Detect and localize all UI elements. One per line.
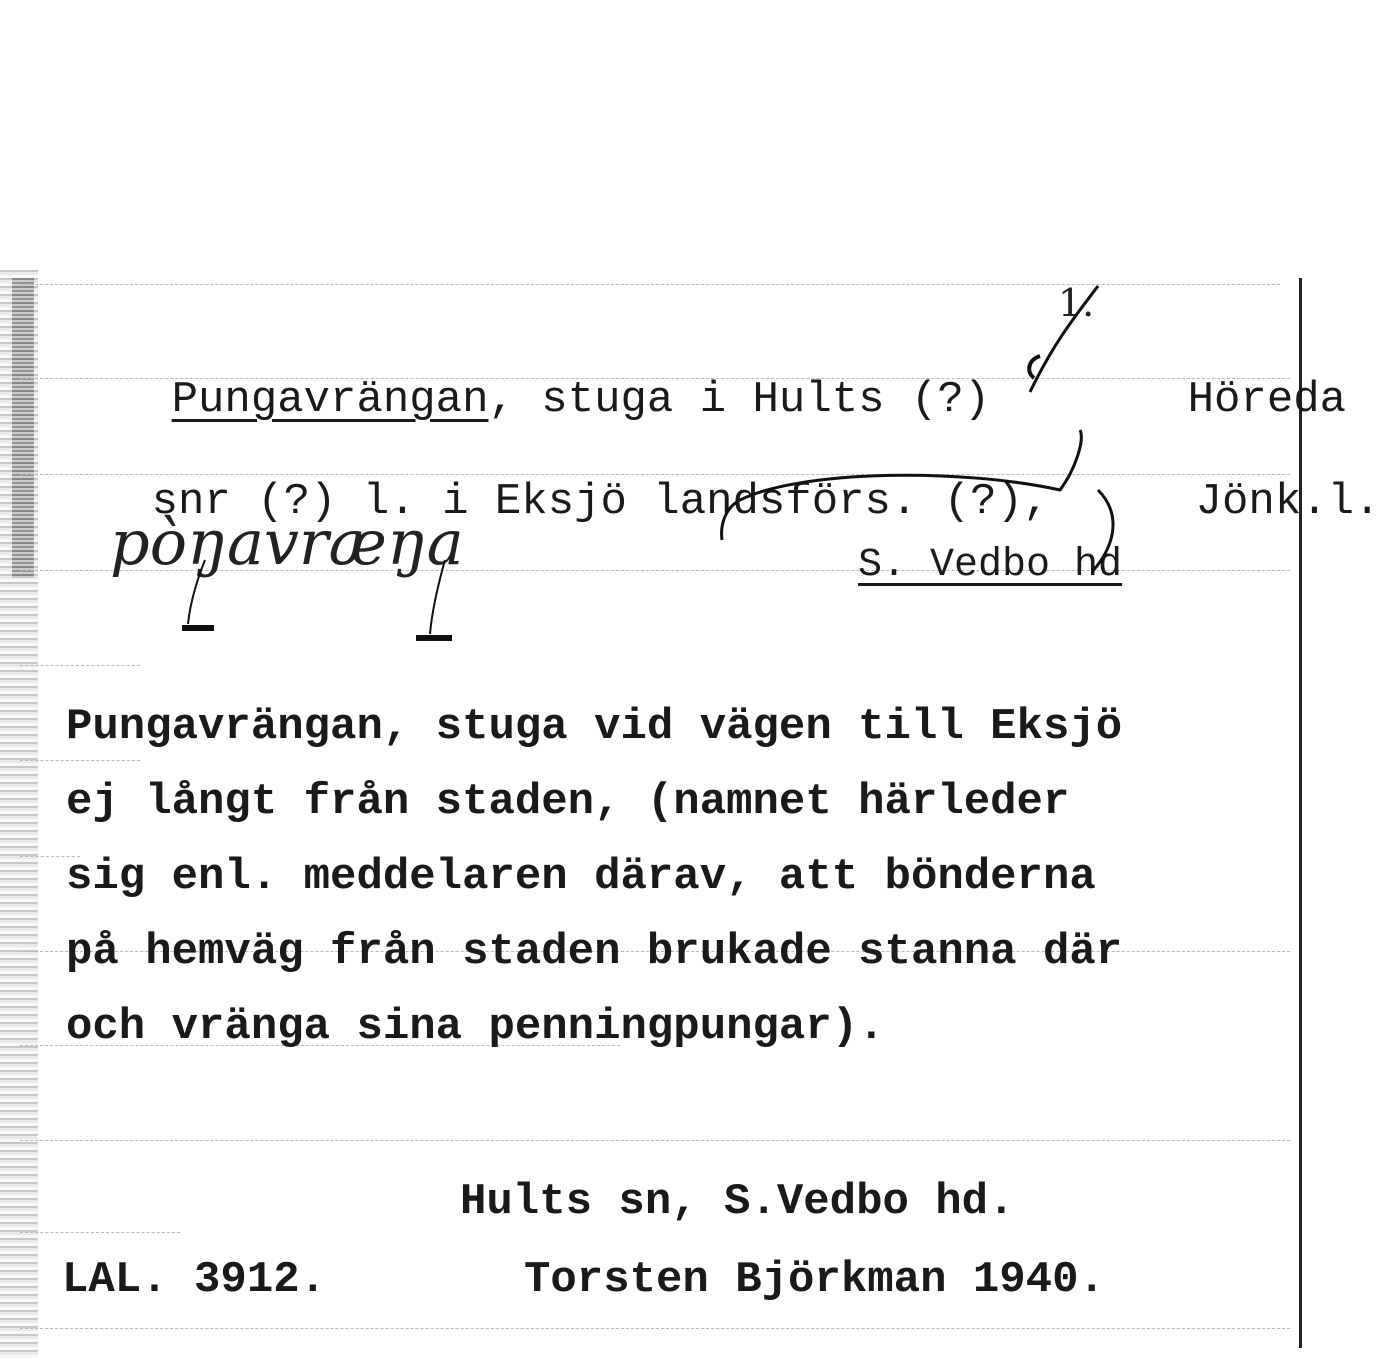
body-line: Pungavrängan, stuga vid vägen till Eksjö (66, 702, 1123, 752)
top-brace (740, 430, 1081, 500)
municipality-text: snr (?) l. i Eksjö landsförs. (?), (151, 477, 1050, 527)
district-label: S. Vedbo hd (858, 543, 1123, 588)
collector-line: Torsten Björkman 1940. (524, 1255, 1105, 1305)
body-line: och vränga sina penningpungar). (66, 1002, 885, 1052)
archive-reference: LAL. 3912. (62, 1255, 327, 1305)
heading-rest: , stuga i Hults (?) (488, 375, 991, 425)
place-line: Hults sn, S.Vedbo hd. (460, 1177, 1015, 1227)
phonetic-transcription: pòŋavræŋa (110, 506, 464, 579)
left-brace (722, 500, 740, 540)
body-line: ej långt från staden, (namnet härleder (66, 777, 1070, 827)
right-brace (1092, 490, 1113, 572)
entry-name: Pungavrängan (171, 375, 489, 425)
parish-name: Höreda (1187, 375, 1347, 425)
county-text: Jönk.l. (1195, 477, 1380, 527)
body-line: på hemväg från staden brukade stanna där (66, 927, 1123, 977)
phonetic-descender-2 (430, 560, 445, 634)
phonetic-descender-1 (188, 560, 205, 624)
insertion-slash (1030, 281, 1098, 392)
handwritten-insert-mark: 1. (1058, 281, 1095, 325)
body-line: sig enl. meddelaren därav, att bönderna (66, 852, 1096, 902)
